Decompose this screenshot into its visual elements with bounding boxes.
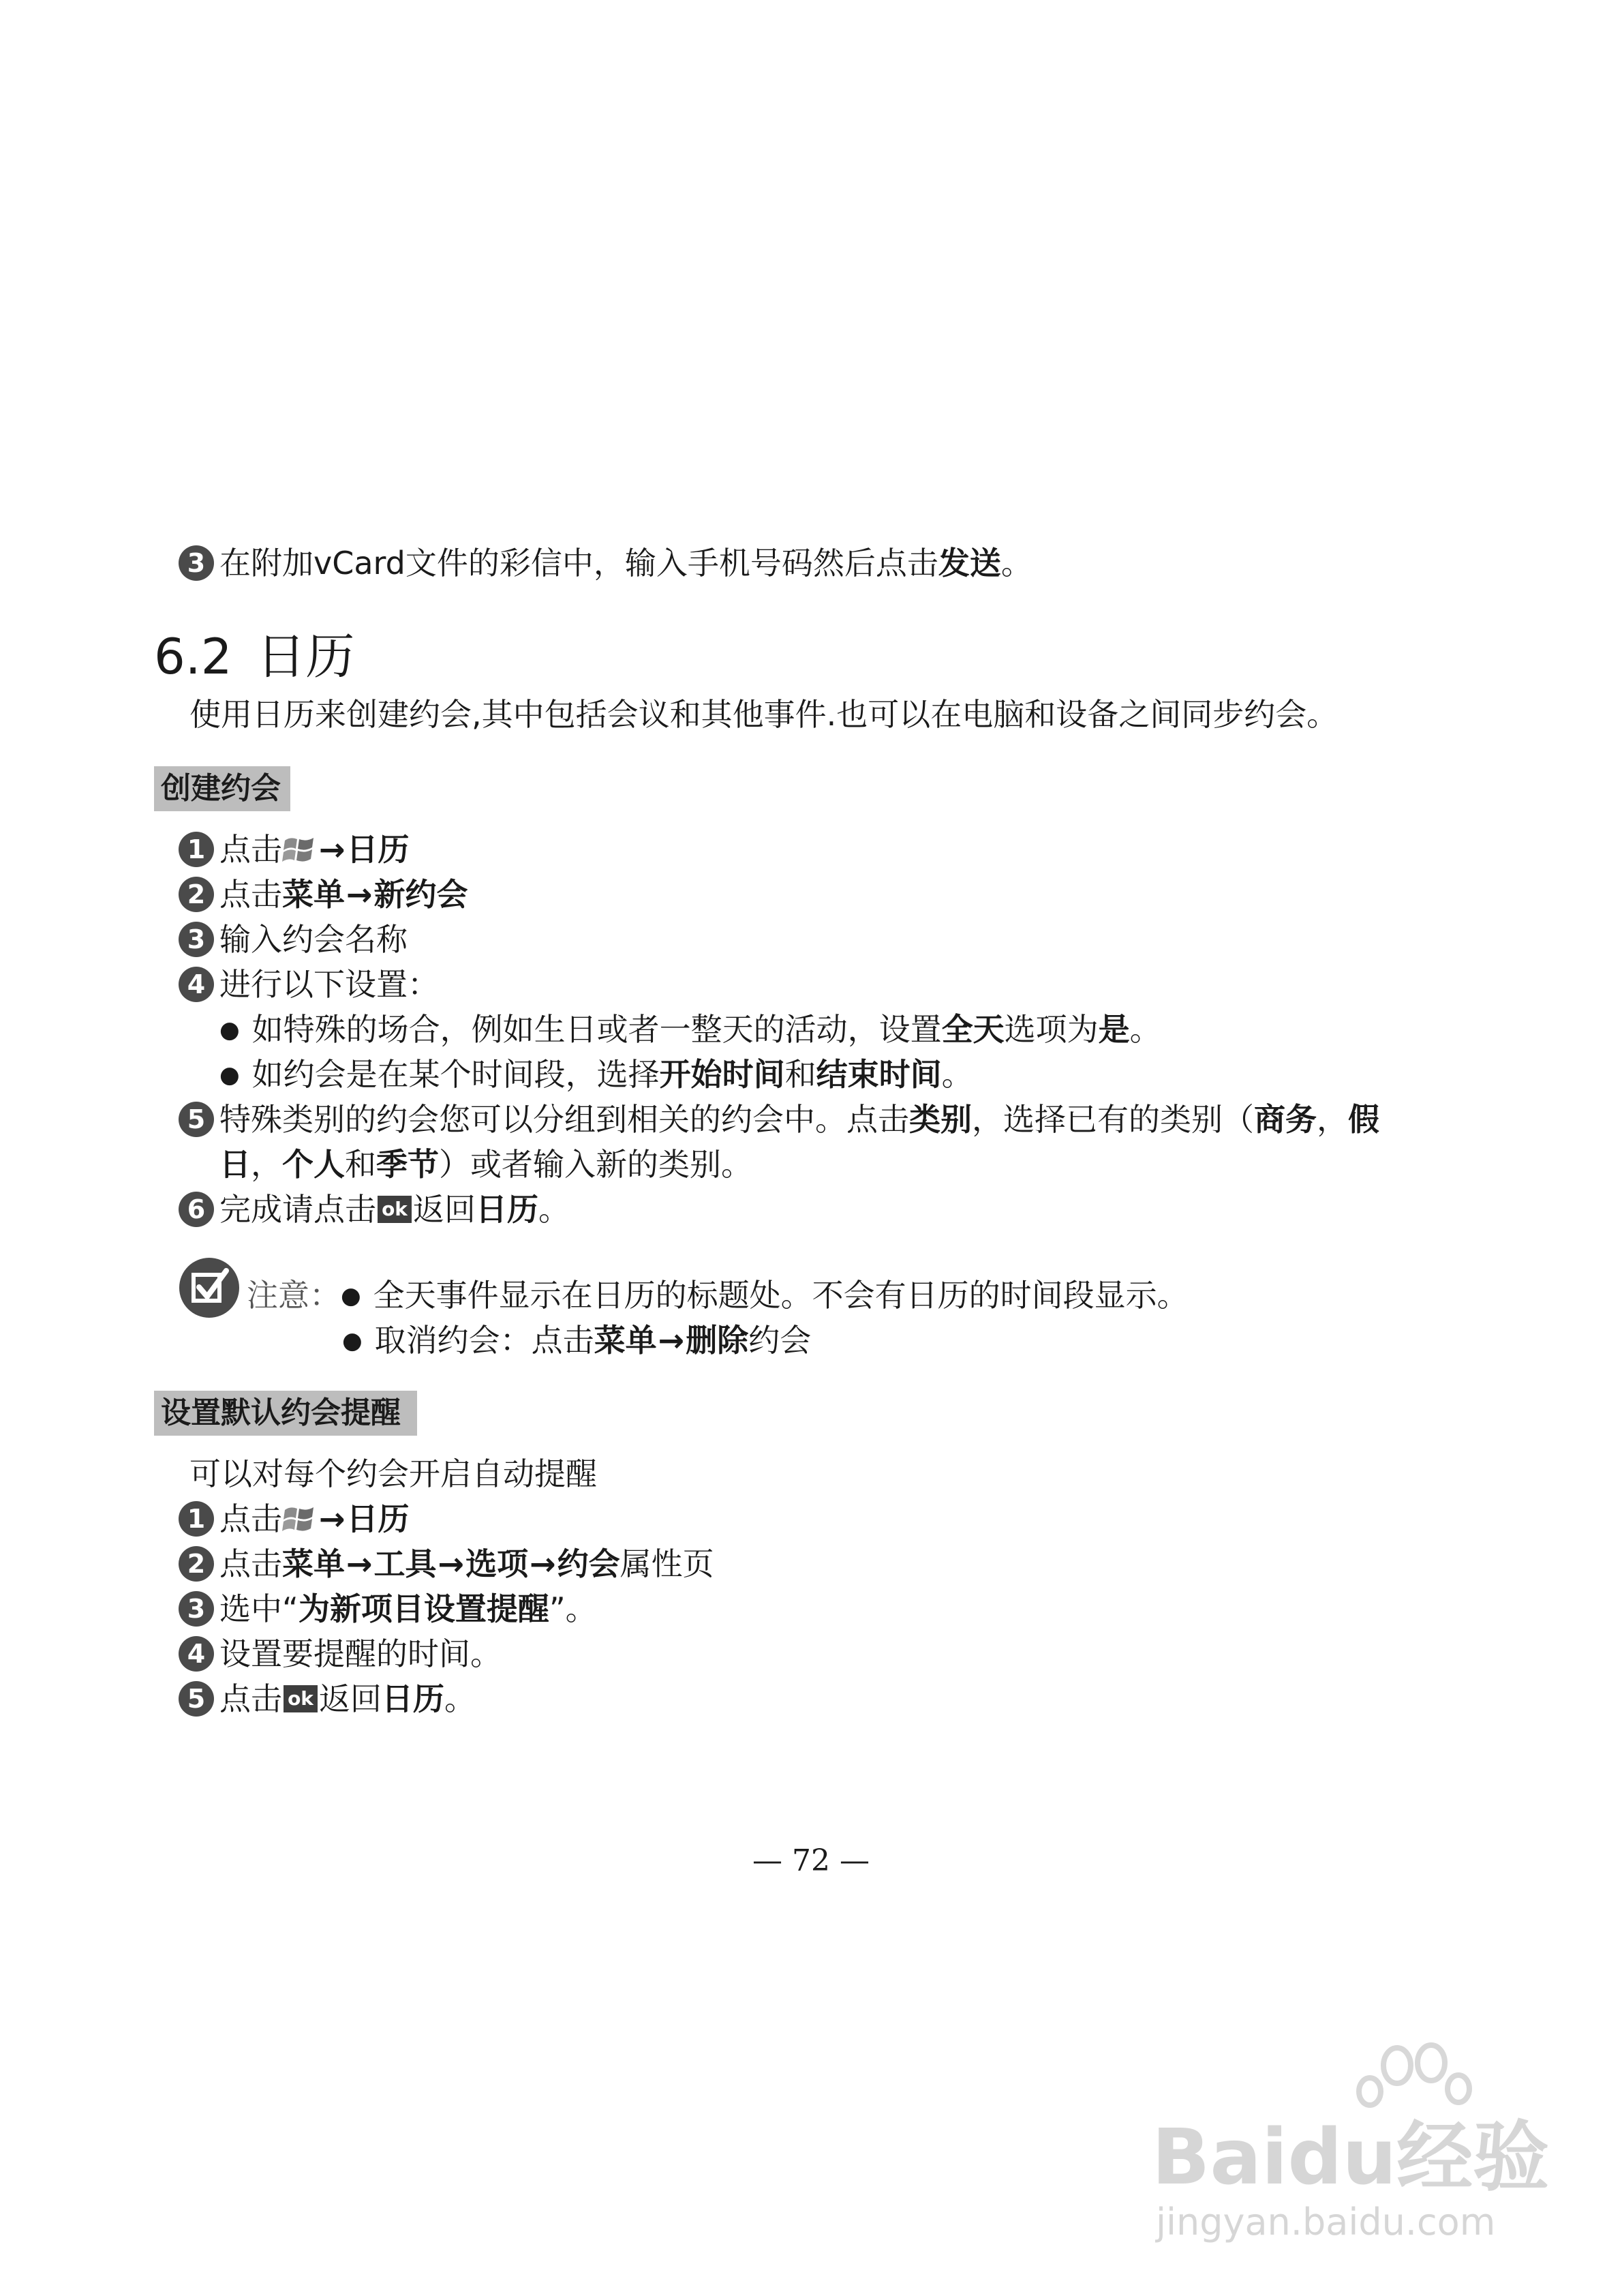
create-appointment-heading: 创建约会 (154, 766, 290, 811)
page-number: — 72 — (752, 1843, 870, 1878)
note-line-1: 注意：● 全天事件显示在日历的标题处。不会有日历的时间段显示。 (247, 1277, 1189, 1314)
note-checkbox-icon (179, 1257, 240, 1318)
reminder-step-5: 5 点击 ok 返回日历。 (179, 1678, 476, 1719)
step-number: 3 (179, 545, 214, 581)
arrow-icon: → (319, 831, 346, 868)
intro-step: 3 在附加vCard文件的彩信中，输入手机号码然后点击发送。 (179, 543, 1032, 584)
create-step-4: 4 进行以下设置： (179, 964, 439, 1005)
section-title-text: 日历 (256, 628, 355, 685)
arrow-icon: → (346, 876, 373, 913)
create-step-6: 6 完成请点击 ok 返回日历。 (179, 1189, 570, 1230)
create-step-5: 5 特殊类别的约会您可以分组到相关的约会中。点击类别，选择已有的类别（商务，假 (179, 1099, 1379, 1140)
arrow-icon: → (658, 1322, 685, 1359)
note-line-2: ● 取消约会：点击菜单→删除约会 (342, 1322, 812, 1359)
create-step-3: 3 输入约会名称 (179, 919, 408, 960)
windows-start-icon[interactable] (282, 1503, 318, 1535)
windows-start-icon[interactable] (282, 834, 318, 865)
create-step-1: 1 点击 →日历 (179, 829, 410, 870)
create-bullet-2: ● 如约会是在某个时间段，选择开始时间和结束时间。 (219, 1056, 973, 1093)
arrow-icon: → (530, 1545, 556, 1582)
watermark-brand: Baidu经验 (1152, 2113, 1550, 2202)
arrow-icon: → (319, 1500, 346, 1537)
reminder-heading: 设置默认约会提醒 (154, 1391, 417, 1436)
reminder-step-4: 4 设置要提醒的时间。 (179, 1633, 502, 1674)
arrow-icon: → (438, 1545, 465, 1582)
reminder-step-3: 3 选中“为新项目设置提醒”。 (179, 1588, 597, 1629)
section-title (154, 626, 355, 687)
arrow-icon: → (346, 1545, 373, 1582)
section-description: 使用日历来创建约会,其中包括会议和其他事件.也可以在电脑和设备之间同步约会。 (189, 696, 1338, 733)
ok-button-icon[interactable]: ok (378, 1196, 412, 1223)
reminder-intro: 可以对每个约会开启自动提醒 (189, 1455, 597, 1492)
note-label: 注意： (247, 1277, 341, 1314)
create-step-5-cont: 日，个人和季节）或者输入新的类别。 (219, 1146, 752, 1183)
create-bullet-1: ● 如特殊的场合，例如生日或者一整天的活动，设置全天选项为是。 (219, 1011, 1161, 1048)
section-number: 6.2 (154, 628, 232, 685)
create-step-2: 2 点击菜单→新约会 (179, 874, 468, 915)
reminder-step-2: 2 点击菜单→工具→选项→约会属性页 (179, 1543, 714, 1584)
watermark (1152, 2038, 1588, 2243)
watermark-url: jingyan.baidu.com (1156, 2201, 1496, 2244)
ok-button-icon[interactable]: ok (284, 1685, 318, 1712)
reminder-step-1: 1 点击 →日历 (179, 1498, 410, 1539)
